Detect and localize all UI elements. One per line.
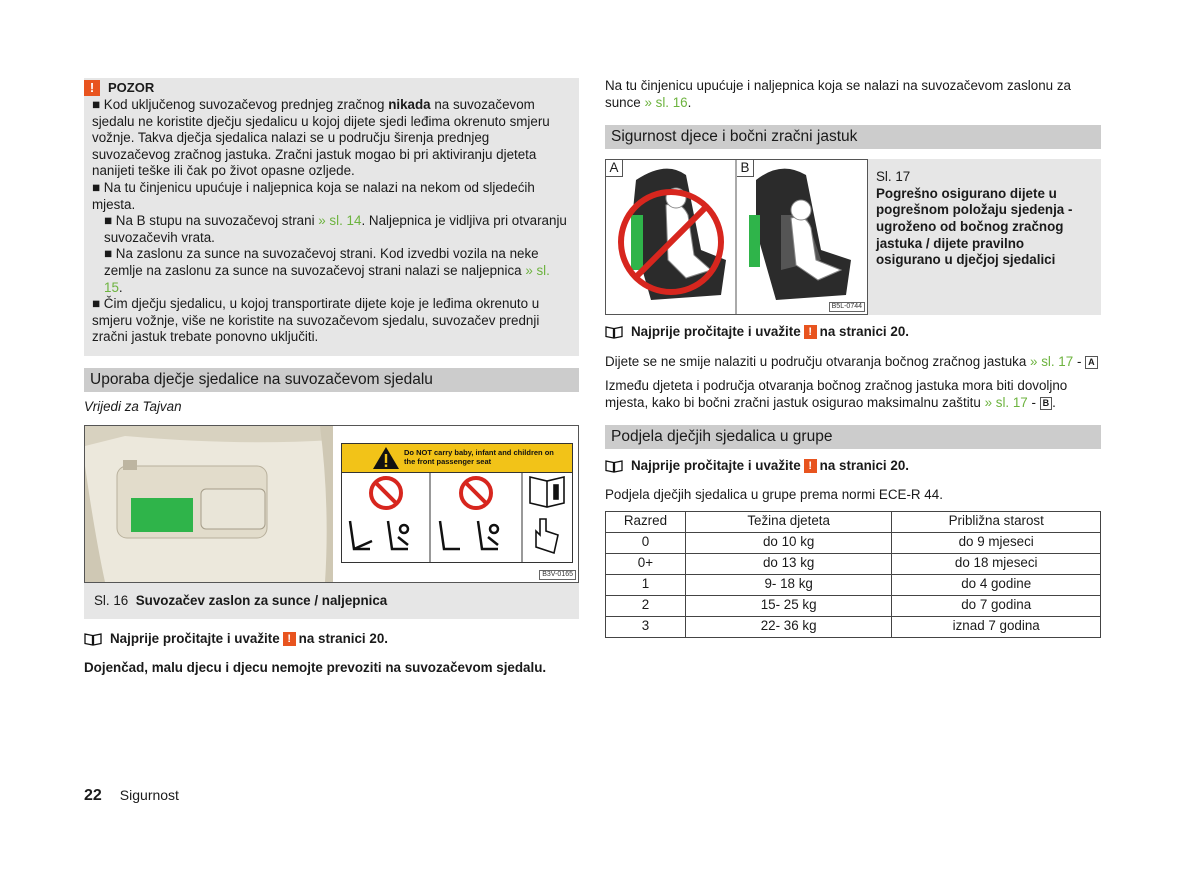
warning-triangle-icon — [372, 445, 400, 471]
side-airbag-figure-block — [605, 159, 1101, 315]
figure-label: Sl. 16 — [94, 592, 129, 608]
section-subtitle: Vrijedi za Tajvan — [84, 399, 182, 414]
body-text: Podjela dječjih sjedalica u grupe prema normi ECE-R 44. — [605, 487, 943, 503]
open-book-icon — [605, 325, 623, 339]
body-text: Na tu činjenicu upućuje i naljepnica koja se nalazi na suvozačevom zaslonu za sunce » sl. 16. — [605, 78, 1071, 110]
table-row — [606, 574, 1101, 595]
page-footer — [84, 787, 179, 805]
right-column — [605, 78, 1101, 638]
table-cell: do 9 mjeseci — [892, 532, 1101, 553]
read-first-note: Najprije pročitajte i uvažite ! na stranici 20. — [84, 631, 579, 648]
warning-paragraph: ■ Čim dječju sjedalicu, u kojoj transportirate dijete koje je leđima okrenuto u smjeru vožnje, više ne koristite na suvozačevom sjedalu, suvozačev prednji zračni jastuk trebate ponovno uključiti. — [92, 296, 540, 345]
table-row — [606, 595, 1101, 616]
table-cell: 1 — [606, 574, 686, 595]
read-first-note: Najprije pročitajte i uvažite ! na stranici 20. — [605, 324, 1101, 341]
table-cell: 22- 36 kg — [685, 616, 892, 637]
figure-caption — [876, 169, 1091, 269]
figure-link[interactable]: » sl. 14 — [318, 213, 362, 229]
child-seat-groups-table — [605, 511, 1101, 638]
figure-link[interactable]: » sl. 15 — [104, 262, 550, 295]
body-text: Između djeteta i područja otvaranja bočnog zračnog jastuka mora biti dovoljno mjesta, kako bi bočni zračni jastuk osigurao maksimalnu zaštitu » sl. 17 - B . — [605, 378, 1068, 410]
sticker-header — [342, 444, 572, 473]
warning-subitem: ■ Na B stupu na suvozačevoj strani » sl. 14. Naljepnica je vidljiva pri otvaranju suvozačevih vrata. — [104, 213, 567, 245]
sticker-pictograms — [342, 473, 572, 562]
section-heading: Uporaba dječje sjedalice na suvozačevom sjedalu — [84, 368, 579, 392]
table-row — [606, 616, 1101, 637]
warning-box — [84, 78, 579, 356]
table-row — [606, 532, 1101, 553]
figure-label-a: A — [606, 160, 623, 177]
table-cell: 0 — [606, 532, 686, 553]
warning-icon: ! — [804, 459, 817, 473]
sun-visor-figure — [84, 425, 579, 583]
figure-caption — [84, 583, 579, 619]
figure-part-label: B — [1040, 397, 1053, 410]
column-header: Težina djeteta — [685, 511, 892, 532]
figure-label: Sl. 17 — [876, 169, 911, 185]
body-text: Dojenčad, malu djecu i djecu nemojte prevoziti na suvozačevom sjedalu. — [84, 660, 547, 676]
read-first-note: Najprije pročitajte i uvažite ! na stranici 20. — [605, 458, 1101, 475]
table-cell: 0+ — [606, 553, 686, 574]
manual-book-icon — [530, 477, 564, 553]
table-cell: do 10 kg — [685, 532, 892, 553]
footer-section: Sigurnost — [119, 787, 179, 803]
table-cell: 3 — [606, 616, 686, 637]
table-header-row — [606, 511, 1101, 532]
warning-icon: ! — [283, 632, 296, 646]
figure-link[interactable]: » sl. 17 — [984, 394, 1028, 410]
section-heading: Podjela dječjih sjedalica u grupe — [605, 425, 1101, 449]
table-cell: do 7 godina — [892, 595, 1101, 616]
table-cell: 9- 18 kg — [685, 574, 892, 595]
left-column — [84, 78, 579, 677]
figure-caption-text: Pogrešno osigurano dijete u pogrešnom položaju sjedenja - ugroženo od bočnog zračnog jastuka / dijete pravilno osigurano u dječjoj sjedalici — [876, 185, 1073, 268]
sticker-text: Do NOT carry baby, infant and children on the front passenger seat — [404, 447, 554, 466]
warning-paragraph: ■ Na tu činjenicu upućuje i naljepnica koja se nalazi na nekom od sljedećih mjesta. — [92, 179, 535, 212]
warning-icon: ! — [84, 80, 100, 96]
open-book-icon — [605, 459, 623, 473]
table-row — [606, 553, 1101, 574]
page-number: 22 — [84, 787, 102, 804]
image-code: B5L-0744 — [829, 302, 865, 312]
figure-link[interactable]: » sl. 17 — [1030, 353, 1074, 369]
open-book-icon — [84, 632, 102, 646]
image-code: B3V-0165 — [539, 570, 576, 580]
figure-label-b: B — [737, 160, 754, 177]
figure-part-label: A — [1085, 356, 1098, 369]
table-cell: 15- 25 kg — [685, 595, 892, 616]
warning-icon: ! — [804, 325, 817, 339]
warning-title: POZOR — [108, 79, 155, 95]
table-cell: do 18 mjeseci — [892, 553, 1101, 574]
column-header: Razred — [606, 511, 686, 532]
airbag-warning-sticker — [341, 443, 573, 563]
side-airbag-figure — [605, 159, 868, 315]
figure-caption-text: Suvozačev zaslon za sunce / naljepnica — [135, 592, 388, 608]
prohibited-icon — [461, 478, 491, 508]
figure-link[interactable]: » sl. 16 — [644, 94, 688, 110]
warning-header — [84, 79, 571, 97]
body-text: Dijete se ne smije nalaziti u području otvaranja bočnog zračnog jastuka » sl. 17 - A — [605, 354, 1101, 371]
table-cell: iznad 7 godina — [892, 616, 1101, 637]
table-cell: do 13 kg — [685, 553, 892, 574]
warning-subitem: ■ Na zaslonu za sunce na suvozačevoj strani. Kod izvedbi vozila na neke zemlje na zaslonu za sunce na suvozačevoj strani nalazi se naljepnica » sl. 15. — [104, 246, 550, 295]
child-seat-illustration — [606, 160, 867, 314]
table-cell: 2 — [606, 595, 686, 616]
section-heading: Sigurnost djece i bočni zračni jastuk — [605, 125, 1101, 149]
table-cell: do 4 godine — [892, 574, 1101, 595]
warning-paragraph: ■ Kod uključenog suvozačevog prednjeg zračnog nikada na suvozačevom sjedalu ne koristite dječju sjedalicu u kojoj dijete sjedi leđima okrenuto smjeru vožnje. Takva dječja sjedalica nalazi se u području širenja prednjeg suvozačevog zračnog jastuka. Zračni jastuk mogao bi pri aktiviranju djeteta nanijeti teške ili čak po život opasne ozljede. — [92, 97, 550, 179]
prohibited-icon — [371, 478, 401, 508]
column-header: Približna starost — [892, 511, 1101, 532]
